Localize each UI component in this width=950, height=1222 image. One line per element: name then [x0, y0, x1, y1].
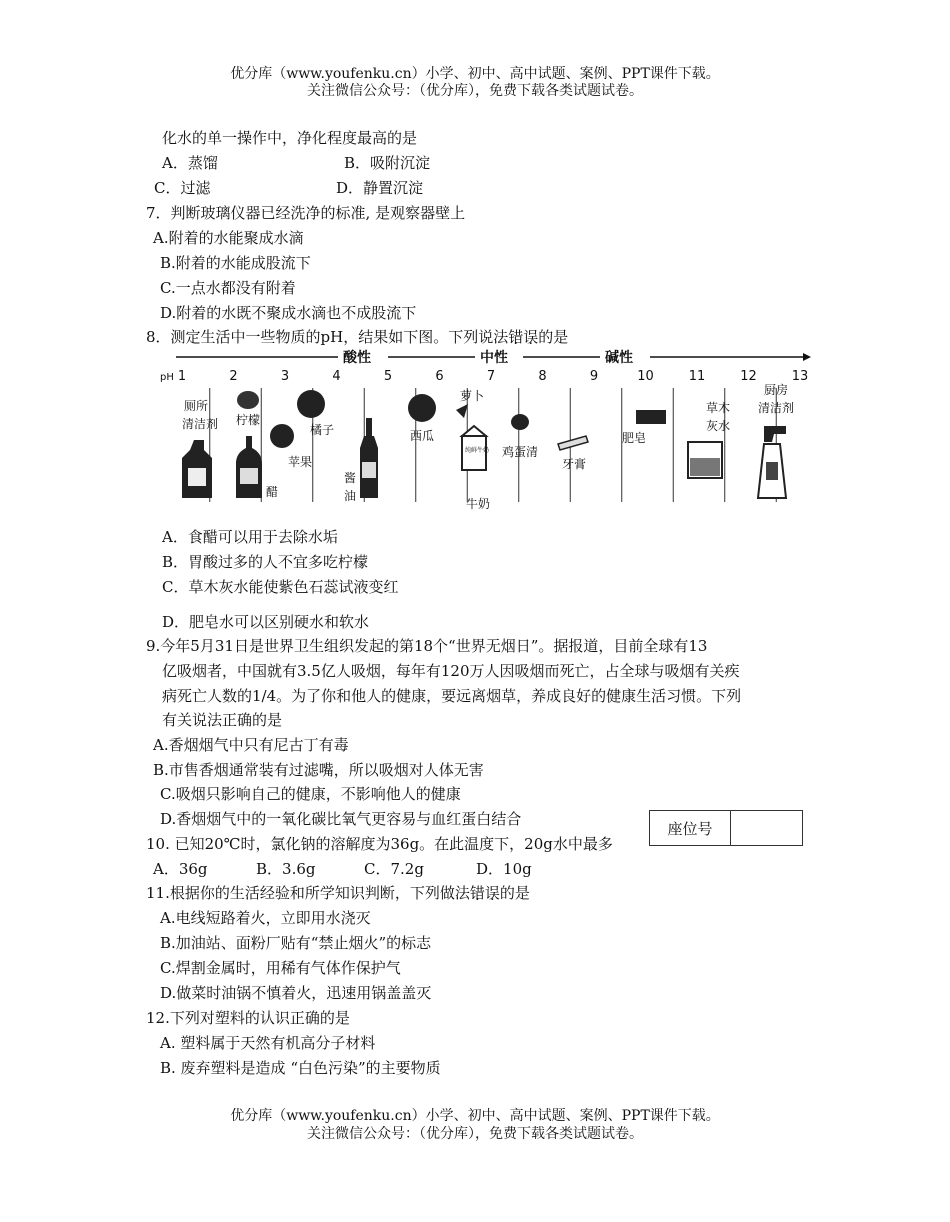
q8-option-b[interactable]: B．胃酸过多的人不宜多吃柠檬 — [162, 553, 369, 571]
toothpaste-icon — [558, 436, 588, 450]
item-kitchen-cleaner-label-2: 清洁剂 — [758, 401, 795, 415]
q9-stem-line4: 有关说法正确的是 — [162, 711, 283, 729]
zone-acid-label: 酸性 — [343, 350, 371, 366]
soy-sauce-bottle-icon — [360, 418, 378, 498]
seat-number-box — [649, 810, 803, 846]
ph-tick-7: 7 — [486, 369, 496, 384]
q8-stem-end: 的是 — [538, 328, 569, 346]
ph-tick-5: 5 — [383, 369, 393, 384]
ph-scale-arrowhead — [803, 353, 811, 361]
q10-option-c[interactable]: C．7.2g — [364, 860, 424, 878]
item-toilet-cleaner-label-2: 清洁剂 — [182, 417, 219, 431]
q11-stem — [146, 883, 530, 903]
egg-white-icon — [511, 414, 529, 430]
ph-tick-4: 4 — [332, 369, 341, 384]
item-plant-ash-label-2: 灰水 — [706, 419, 731, 433]
page-header-line2: 关注微信公众号：（优分库），免费下载各类试题试卷。 — [307, 83, 643, 99]
q11-stem-end: 的是 — [499, 884, 530, 902]
q9-stem-line1: 9.今年5月31日是世界卫生组织发起的第18个“世界无烟日”。据报道，目前全球有13 — [146, 637, 708, 655]
milk-carton-text: 纯鲜牛奶 — [465, 447, 490, 454]
item-radish-label: 萝卜 — [460, 389, 485, 403]
q8-option-d[interactable]: D．肥皂水可以区别硬水和软水 — [162, 613, 370, 631]
ph-tick-11: 11 — [688, 369, 706, 384]
ph-tick-13: 13 — [791, 369, 809, 384]
item-soap-label: 肥皂 — [622, 431, 647, 445]
q7-option-a[interactable]: A.附着的水能聚成水滴 — [153, 229, 304, 247]
q8-emphasis-2: 误 — [523, 328, 539, 346]
q6-option-a[interactable]: A．蒸馏 — [162, 154, 218, 172]
q8-emphasis-1: 错 — [508, 328, 524, 346]
item-toothpaste-label: 牙膏 — [562, 457, 587, 471]
q11-option-c[interactable]: C.焊割金属时，用稀有气体作保护气 — [160, 959, 401, 977]
q11-option-a[interactable]: A.电线短路着火，立即用水浇灭 — [160, 909, 371, 927]
item-soy-sauce-label-1: 酱 — [344, 471, 357, 485]
q6-stem: 化水的单一操作中，净化程度最高的是 — [162, 129, 418, 147]
ph-tick-2: 2 — [229, 369, 238, 384]
seat-number-field[interactable] — [731, 811, 802, 845]
item-soy-sauce-label-2: 油 — [344, 489, 357, 503]
page-footer-line1: 优分库（www.youfenku.cn）小学、初中、高中试题、案例、PPT课件下载。 — [230, 1108, 720, 1124]
item-toilet-cleaner-label-1: 厕所 — [184, 399, 209, 413]
zone-base-label: 碱性 — [605, 350, 633, 366]
item-watermelon-label: 西瓜 — [410, 429, 435, 443]
q9-option-d[interactable]: D.香烟烟气中的一氧化碳比氧气更容易与血红蛋白结合 — [160, 810, 522, 828]
q12-option-a[interactable]: A. 塑料属于天然有机高分子材料 — [160, 1034, 376, 1052]
item-kitchen-cleaner-label-1: 厨房 — [764, 383, 789, 397]
vinegar-bottle-icon — [236, 436, 262, 498]
watermelon-icon — [408, 394, 436, 422]
q7-option-b[interactable]: B.附着的水能成股流下 — [160, 254, 311, 272]
ph-tick-12: 12 — [740, 369, 757, 384]
q8-stem-text: 8．测定生活中一些物质的pH，结果如下图。下列说法 — [146, 328, 509, 346]
ph-tick-labels — [178, 369, 808, 384]
toilet-cleaner-bottle-icon — [182, 440, 212, 498]
item-plant-ash-label-1: 草木 — [706, 401, 731, 415]
q10-stem: 10. 已知20℃时，氯化钠的溶解度为36g。在此温度下，20g水中最多 — [146, 835, 613, 853]
q11-emphasis-2: 误 — [484, 884, 500, 902]
q8-option-c[interactable]: C．草木灰水能使紫色石蕊试液变红 — [162, 578, 399, 596]
item-apple-label: 苹果 — [288, 455, 313, 469]
q6-option-b[interactable]: B．吸附沉淀 — [344, 154, 431, 172]
q7-option-c[interactable]: C.一点水都没有附着 — [160, 279, 296, 297]
kitchen-cleaner-spray-icon — [758, 426, 786, 498]
q9-option-b[interactable]: B.市售香烟通常装有过滤嘴，所以吸烟对人体无害 — [153, 761, 484, 779]
ph-tick-1: 1 — [177, 369, 187, 384]
seat-number-label: 座位号 — [650, 811, 731, 845]
item-milk-label: 牛奶 — [466, 497, 491, 511]
item-vinegar-label: 醋 — [266, 485, 279, 499]
q9-option-c[interactable]: C.吸烟只影响自己的健康，不影响他人的健康 — [160, 785, 461, 803]
q12-option-b[interactable]: B. 废弃塑料是造成 “白色污染”的主要物质 — [160, 1059, 441, 1077]
q9-stem-line3: 病死亡人数的1/4。为了你和他人的健康，要远离烟草，养成良好的健康生活习惯。下列 — [162, 687, 742, 705]
milk-carton-icon — [462, 426, 489, 470]
q12-stem: 12.下列对塑料的认识正确的是 — [146, 1009, 350, 1027]
q11-option-b[interactable]: B.加油站、面粉厂贴有“禁止烟火”的标志 — [160, 934, 432, 952]
item-orange-label: 橘子 — [310, 423, 335, 437]
q10-option-a[interactable]: A．36g — [153, 860, 208, 878]
zone-neutral-label: 中性 — [480, 350, 508, 366]
lemon-icon — [237, 391, 259, 409]
radish-icon — [456, 404, 468, 418]
page-header-line1: 优分库（www.youfenku.cn）小学、初中、高中试题、案例、PPT课件下载。 — [230, 66, 720, 82]
page-footer-line2: 关注微信公众号：（优分库），免费下载各类试题试卷。 — [307, 1126, 643, 1142]
soap-icon — [636, 410, 666, 424]
q11-option-d[interactable]: D.做菜时油锅不慎着火，迅速用锅盖盖灭 — [160, 984, 432, 1002]
ph-tick-10: 10 — [637, 369, 654, 384]
ph-axis-label: pH — [160, 372, 174, 383]
q11-stem-text: 11.根据你的生活经验和所学知识判断，下列做法 — [146, 884, 470, 902]
plant-ash-beaker-icon — [688, 442, 722, 478]
q6-option-c[interactable]: C．过滤 — [154, 179, 211, 197]
ph-tick-6: 6 — [435, 369, 444, 384]
q8-option-a[interactable]: A．食醋可以用于去除水垢 — [162, 528, 338, 546]
q7-option-d[interactable]: D.附着的水既不聚成水滴也不成股流下 — [160, 304, 417, 322]
q7-stem: 7．判断玻璃仪器已经洗净的标准, 是观察器壁上 — [146, 204, 466, 222]
q10-option-b[interactable]: B．3.6g — [256, 860, 316, 878]
item-egg-white-label: 鸡蛋清 — [502, 445, 539, 459]
q10-option-d[interactable]: D．10g — [476, 860, 532, 878]
q9-option-a[interactable]: A.香烟烟气中只有尼古丁有毒 — [153, 736, 349, 754]
ph-scale-figure — [160, 344, 812, 512]
ph-tick-3: 3 — [280, 369, 290, 384]
q11-emphasis-1: 错 — [469, 884, 485, 902]
orange-icon — [297, 390, 325, 418]
ph-tick-9: 9 — [589, 369, 599, 384]
q6-option-d[interactable]: D．静置沉淀 — [336, 179, 424, 197]
item-lemon-label: 柠檬 — [236, 413, 261, 427]
ph-tick-8: 8 — [538, 369, 547, 384]
apple-icon — [270, 424, 294, 448]
q9-stem-line2: 亿吸烟者，中国就有3.5亿人吸烟，每年有120万人因吸烟而死亡，占全球与吸烟有关疾 — [162, 662, 740, 680]
